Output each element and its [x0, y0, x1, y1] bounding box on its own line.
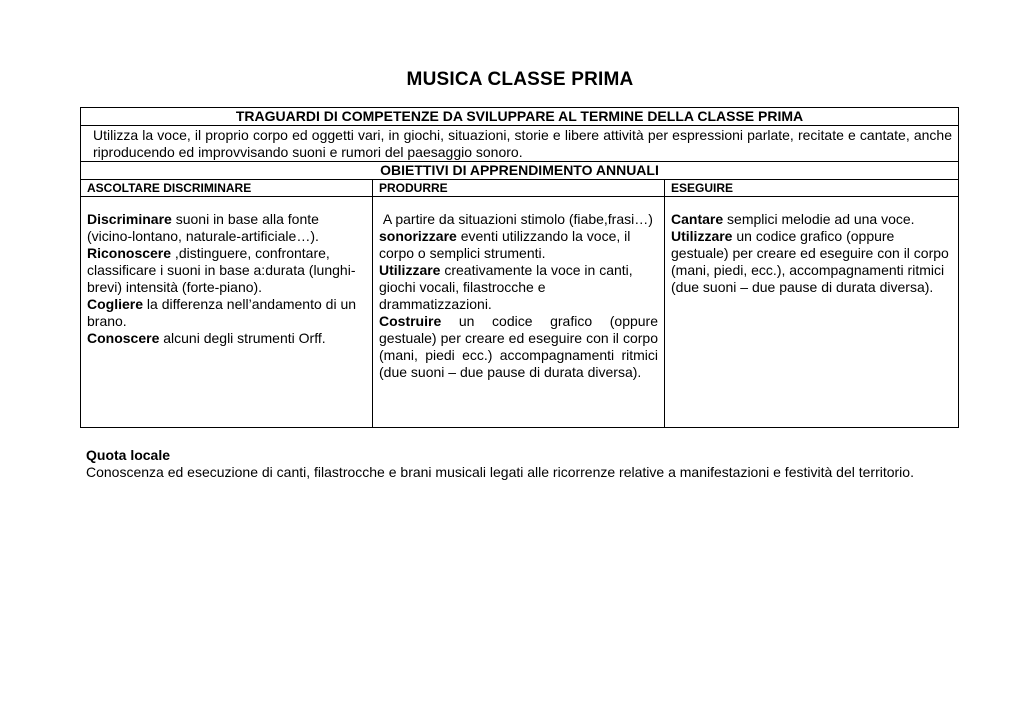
- objective-item: Discriminare suoni in base alla fonte (vicino-lontano, naturale-artificiale…).: [87, 211, 319, 244]
- quota-text: Conoscenza ed esecuzione di canti, filastrocche e brani musicali legati alle ricorrenze relative a manifestazioni e festività del territorio.: [86, 464, 914, 480]
- page-title: MUSICA CLASSE PRIMA: [406, 69, 634, 90]
- obiettivi-header: OBIETTIVI DI APPRENDIMENTO ANNUALI: [81, 162, 959, 180]
- objective-item: Costruire un codice grafico (oppure gestuale) per creare ed eseguire con il corpo (mani, piedi ecc.) accompagnamenti ritmici (due suoni – due pause di durata diversa).: [379, 313, 658, 380]
- column-eseguire: [665, 197, 959, 428]
- objective-item: Utilizzare creativamente la voce in canti, giochi vocali, filastrocche e drammatizzazioni.: [379, 262, 633, 312]
- column-heading-eseguire: ESEGUIRE: [665, 180, 959, 197]
- traguardi-header: TRAGUARDI DI COMPETENZE DA SVILUPPARE AL TERMINE DELLA CLASSE PRIMA: [81, 108, 959, 126]
- column-heading-produrre: PRODURRE: [373, 180, 665, 197]
- objective-item: Riconoscere ,distinguere, confrontare, classificare i suoni in base a:durata (lunghi-brevi) intensità (forte-piano).: [87, 245, 356, 295]
- column-ascoltare: [81, 197, 373, 428]
- objective-item: A partire da situazioni stimolo (fiabe,frasi…) sonorizzare eventi utilizzando la voce, il corpo o semplici strumenti.: [379, 211, 657, 261]
- objective-item: Utilizzare un codice grafico (oppure gestuale) per creare ed eseguire con il corpo (mani, piedi, ecc.), accompagnamenti ritmici (due suoni – due pause di durata diversa).: [671, 228, 949, 295]
- column-produrre: [373, 197, 665, 428]
- column-heading-ascoltare: ASCOLTARE DISCRIMINARE: [81, 180, 373, 197]
- objective-item: Conoscere alcuni degli strumenti Orff.: [87, 330, 326, 346]
- curriculum-table: [80, 107, 959, 428]
- quota-locale-section: [86, 447, 986, 481]
- traguardi-text: Utilizza la voce, il proprio corpo ed oggetti vari, in giochi, situazioni, storie e libere attività per espressioni parlate, recitate e cantate, anche riproducendo ed improvvisando suoni e rumori del paesaggio sonoro.: [81, 126, 959, 162]
- quota-title: Quota locale: [86, 447, 171, 463]
- objective-item: Cogliere la differenza nell’andamento di un brano.: [87, 296, 357, 329]
- objective-item: Cantare semplici melodie ad una voce.: [671, 211, 915, 227]
